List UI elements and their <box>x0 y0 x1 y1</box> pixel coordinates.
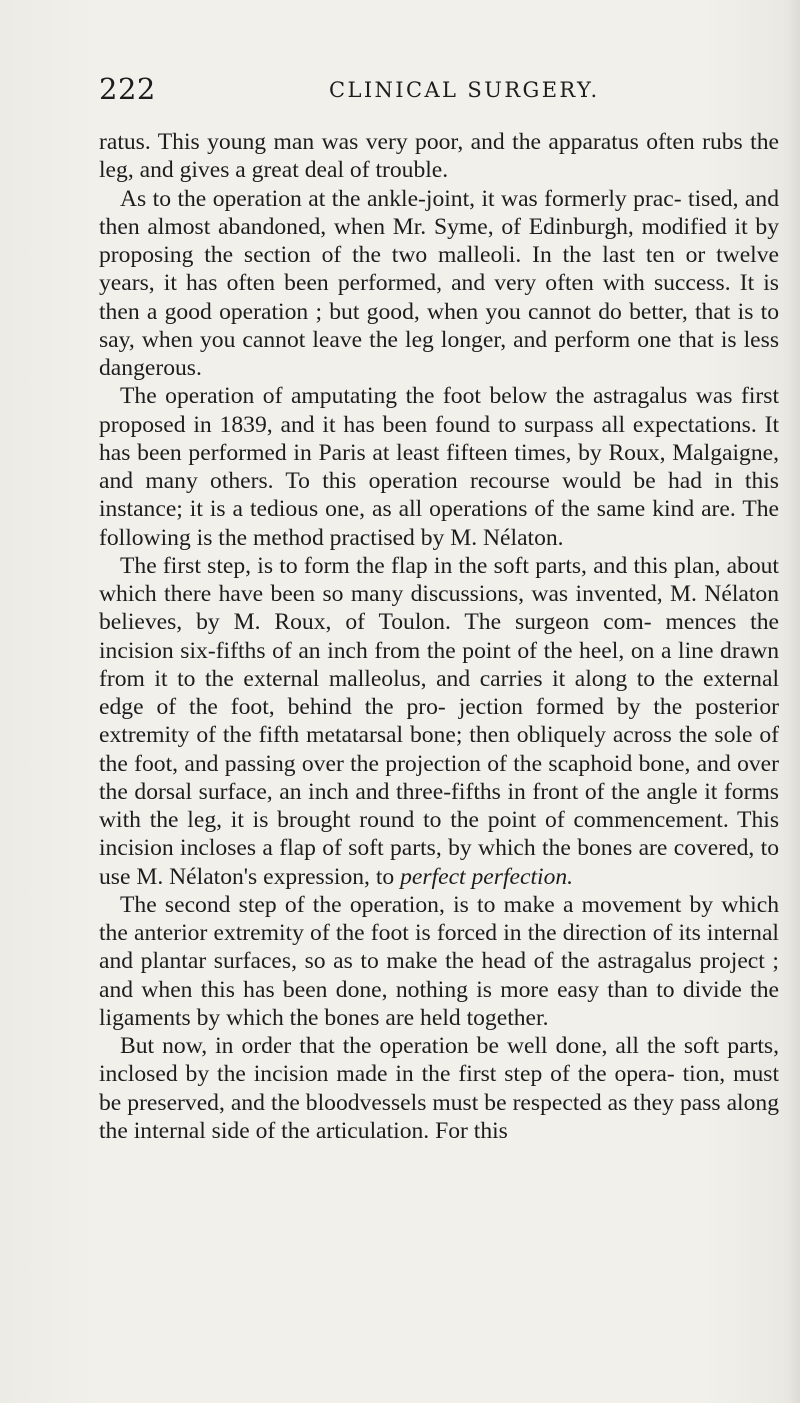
page-number: 222 <box>99 72 156 106</box>
paragraph: As to the operation at the ankle-joint, it was formerly prac- tised, and then almost abandoned, when Mr. Syme, of Edinburgh, modified it by proposing the section of the two malleoli. In the last ten or twelve years, it has often been performed, and very often with success. It is then a good operation ; but good, when you cannot do better, that is to say, when you cannot leave the leg longer, and perform one that is less dangerous. <box>99 185 779 381</box>
paragraph: ratus. This young man was very poor, and the apparatus often rubs the leg, and gives a great deal of trouble. <box>99 129 779 184</box>
page-edge-shadow <box>786 0 800 1403</box>
paragraph-text: The first step, is to form the flap in the soft parts, and this plan, about which there have been so many discussions, was invented, M. Nélaton believes, by M. Roux, of Toulon. The surgeon com- mences the incision six-fifths of an inch from the point of the heel, on a line drawn from it to the external malleolus, and carries it along to the external edge of the foot, behind the pro- jection formed by the posterior extremity of the fifth metatarsal bone; then obliquely across the sole of the foot, and passing over the projection of the scaphoid bone, and over the dorsal surface, an inch and three-fifths in front of the angle it forms with the leg, it is brought round to the point of commencement. This incision incloses a flap of soft parts, by which the bones are covered, to use M. Nélaton's expression, to <box>99 552 779 890</box>
paragraph: But now, in order that the operation be well done, all the soft parts, inclosed by the incision made in the first step of the opera- tion, must be preserved, and the bloodvessels must be respected as they pass along the internal side of the articulation. For this <box>99 1033 779 1144</box>
paragraph: The second step of the operation, is to make a movement by which the anterior extremity of the foot is forced in the direction of its internal and plantar surfaces, so as to make the head of the astragalus project ; and when this has been done, nothing is more easy than to divide the ligaments by which the bones are held together. <box>99 891 779 1031</box>
page-header <box>99 72 765 112</box>
paragraph: The operation of amputating the foot below the astragalus was first proposed in 1839, and it has been found to surpass all expectations. It has been performed in Paris at least fifteen times, by Roux, Malgaigne, and many others. To this operation recourse would be had in this instance; it is a tedious one, as all operations of the same kind are. The following is the method practised by M. Nélaton. <box>99 383 779 551</box>
body-text <box>99 128 779 1145</box>
emphasis-text: perfect perfection. <box>400 863 574 890</box>
paragraph <box>99 552 779 891</box>
running-head: CLINICAL SURGERY. <box>329 78 600 102</box>
